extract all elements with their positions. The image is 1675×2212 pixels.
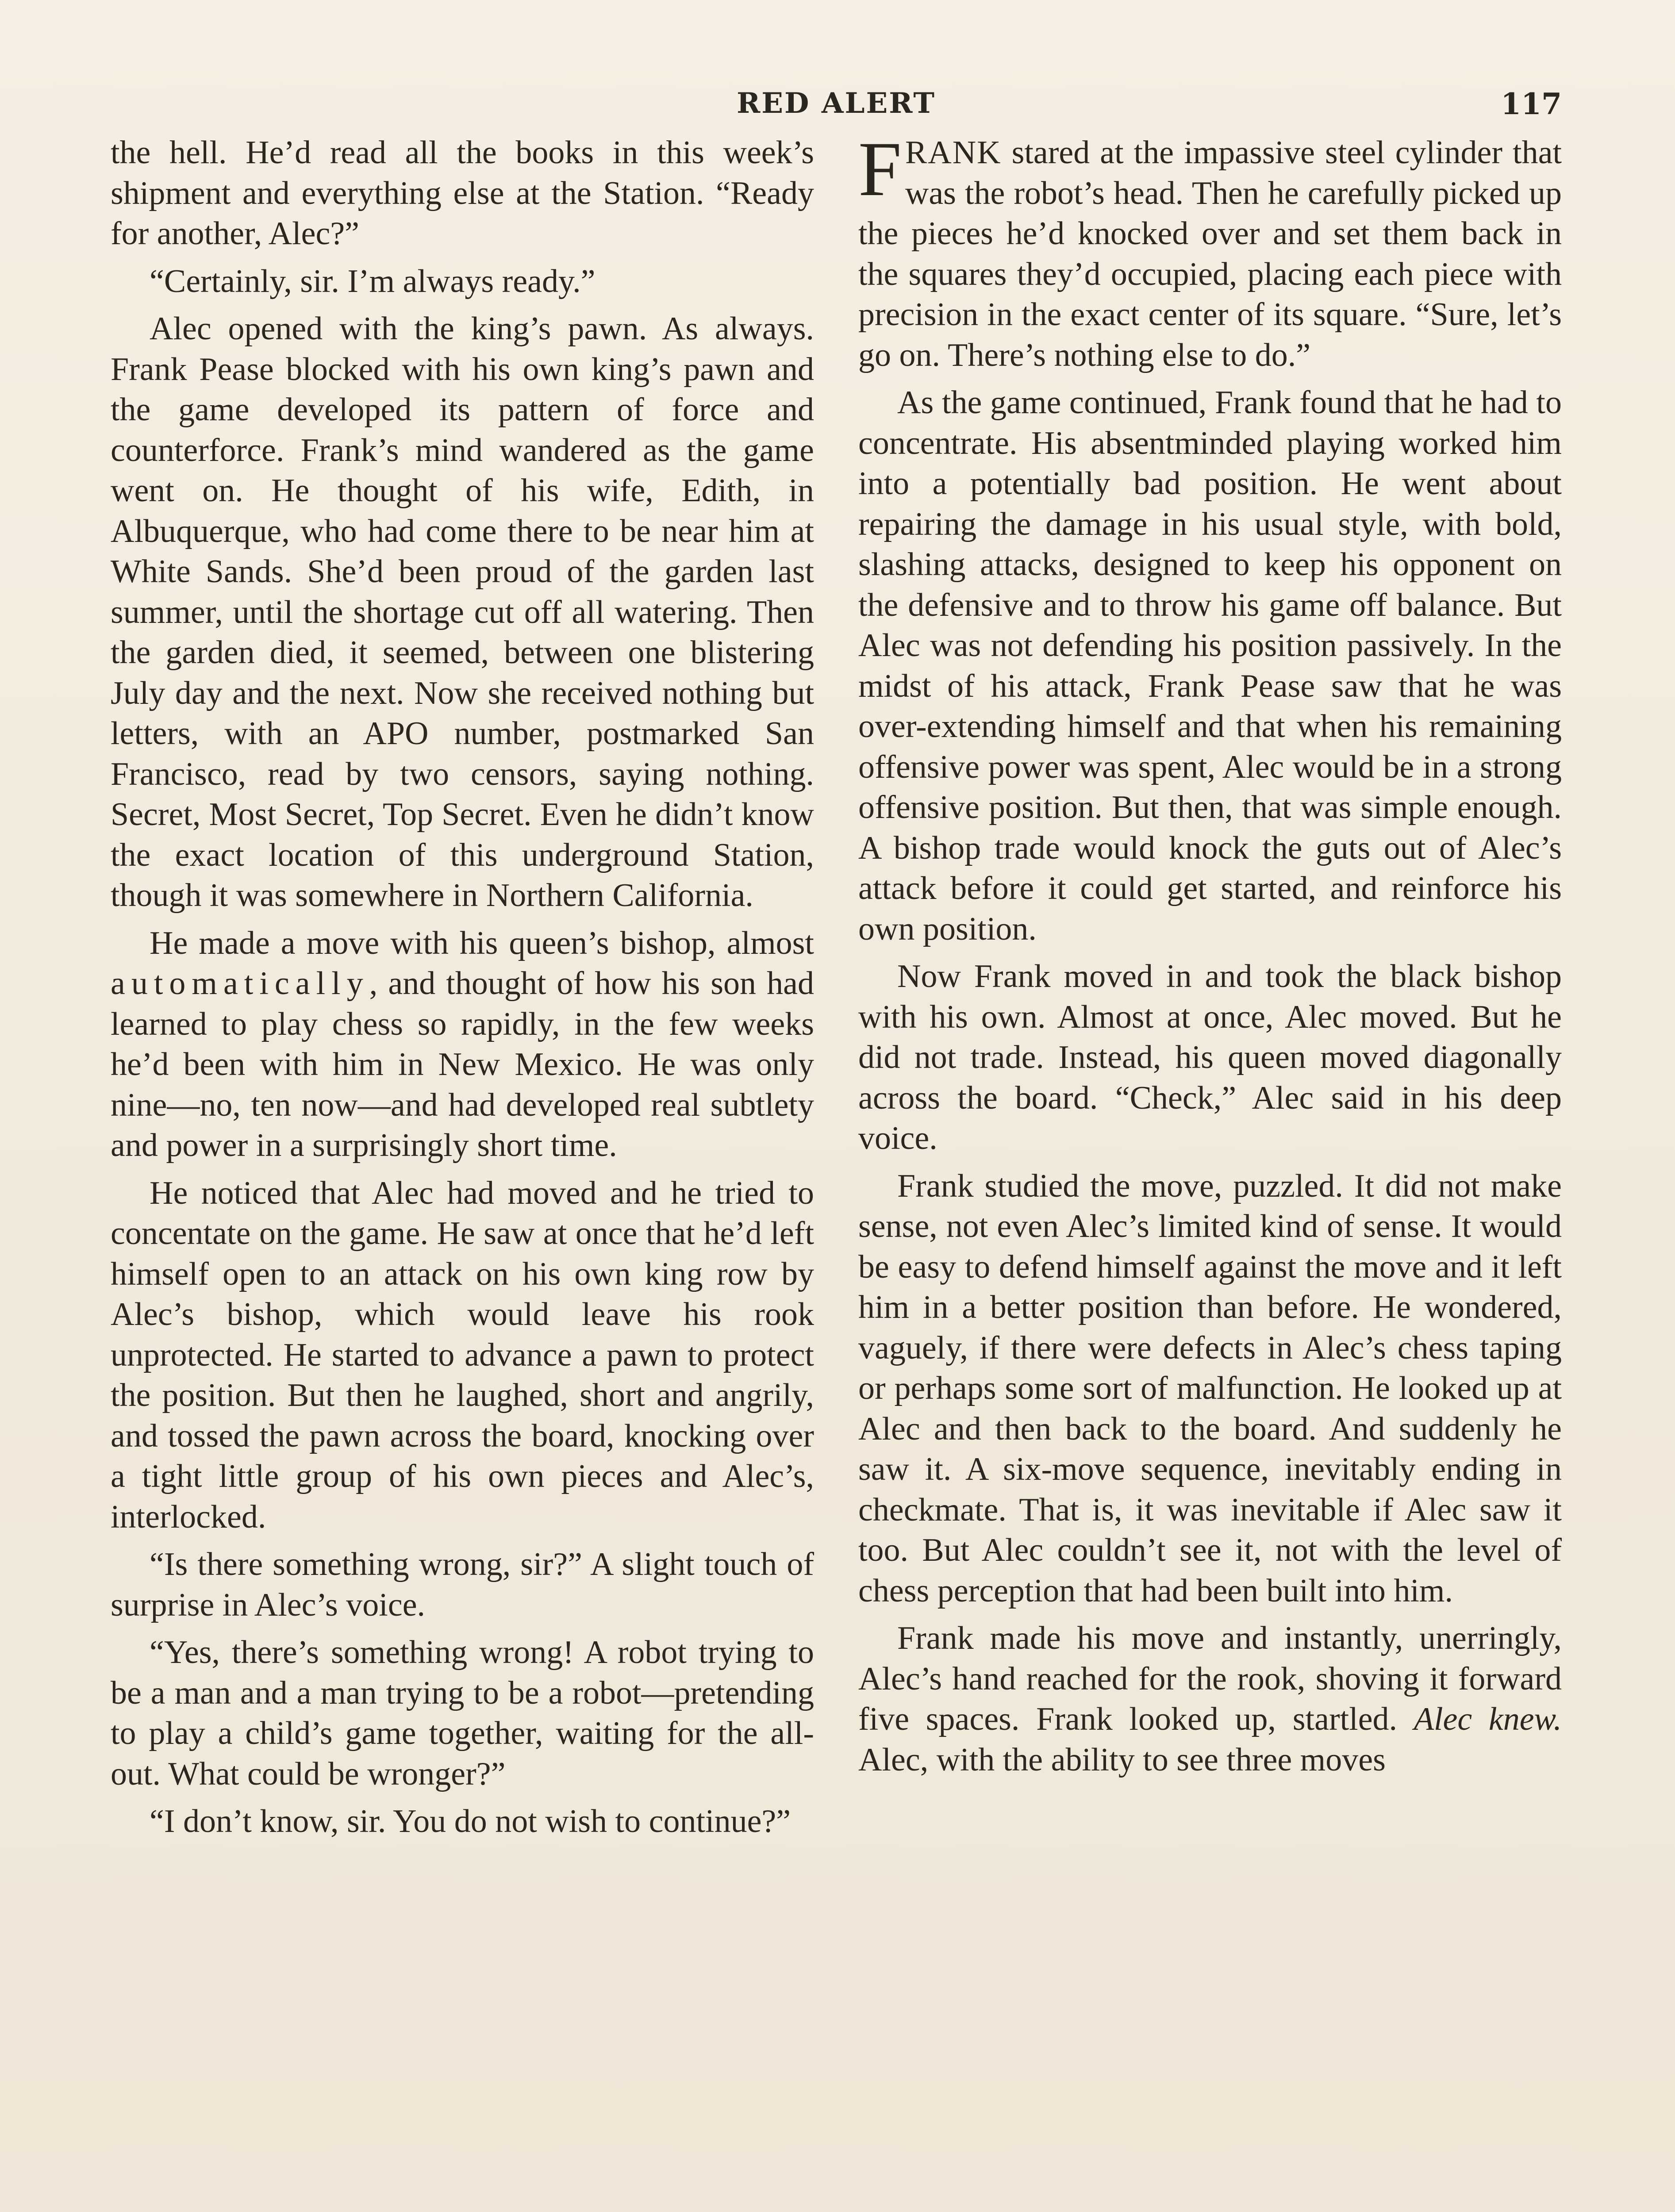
paragraph: “Certainly, sir. I’m always ready.”: [150, 263, 595, 300]
paragraph: [111, 923, 814, 1166]
paragraph: He noticed that Alec had moved and he tried to concentate on the game. He saw at once that he’d left himself open to an attack on his own king row by Alec’s bishop, which would leave his rook unprotected. He started to advance a pawn to protect the position. But then he laughed, short and angrily, and tossed the pawn across the board, knocking over a tight little group of his own pieces and Alec’s, interlocked.: [111, 1175, 814, 1535]
paragraph-text: Alec, with the ability to see three moves: [858, 1741, 1386, 1778]
running-title: RED ALERT: [737, 87, 936, 120]
paragraph-text: stared at the impassive steel cylinder that was the robot’s head. Then he carefully picked up the pieces he’d knocked over and set them back in the squares they’d occupied, placing each piece with precision in the exact center of its square. “Sure, let’s go on. There’s nothing else to do.”: [858, 134, 1562, 373]
spaced-word: automatically: [111, 965, 369, 1002]
paragraph: Frank studied the move, puzzled. It did not make sense, not even Alec’s limited kind of sense. It would be easy to defend himself against the move and it left him in a better position than before. He wondered, vaguely, if there were defects in Alec’s chess taping or perhaps some sort of malfunction. He looked up at Alec and then back to the board. And suddenly he saw it. A six-move sequence, inevitably ending in checkmate. That is, it was inevitable if Alec saw it too. But Alec couldn’t see it, not with the level of chess perception that had been built into him.: [858, 1167, 1562, 1609]
paragraph-text: Frank made his move and instantly, unerringly, Alec’s hand reached for the rook, shoving it forward five spaces. Frank looked up, startled.: [858, 1620, 1562, 1737]
paragraph: As the game continued, Frank found that he had to concentrate. His absentminded playing worked him into a potentially bad position. He went about repairing the damage in his usual style, with bold, slashing attacks, designed to keep his opponent on the defensive and to throw his game off balance. But Alec was not defending his position passively. In the midst of his attack, Frank Pease saw that he was over-extending himself and that when his remaining offensive power was spent, Alec would be in a strong offensive position. But then, that was simple enough. A bishop trade would knock the guts out of Alec’s attack before it could get started, and reinforce his own position.: [858, 384, 1562, 947]
paragraph: the hell. He’d read all the books in this week’s shipment and everything else at the Station. “Ready for another, Alec?”: [111, 134, 814, 252]
paragraph: Alec opened with the king’s pawn. As always. Frank Pease blocked with his own king’s pawn and the game developed its pattern of force and counterforce. Frank’s mind wandered as the game went on. He thought of his wife, Edith, in Albuquerque, who had come there to be near him at White Sands. She’d been proud of the garden last summer, until the shortage cut off all watering. Then the garden died, it seemed, between one blistering July day and the next. Now she received nothing but letters, with an APO number, postmarked San Francisco, read by two censors, saying nothing. Secret, Most Secret, Top Secret. Even he didn’t know the exact location of this underground Station, though it was somewhere in Northern California.: [111, 311, 814, 914]
right-text-column: [858, 126, 1562, 1787]
left-text-column: [111, 133, 814, 1849]
paragraph: “Yes, there’s something wrong! A robot trying to be a man and a man trying to be a robot—pretending to play a child’s game together, waiting for the all-out. What could be wronger?”: [111, 1634, 814, 1792]
small-caps-word: RANK: [905, 134, 1002, 171]
paragraph: Now Frank moved in and took the black bishop with his own. Almost at once, Alec moved. But he did not trade. Instead, his queen moved diagonally across the board. “Check,” Alec said in his deep voice.: [858, 958, 1562, 1156]
page-number: 117: [1501, 87, 1562, 121]
page-header: [111, 87, 1562, 131]
italic-text: Alec knew.: [1414, 1701, 1562, 1737]
paragraph: “Is there something wrong, sir?” A slight touch of surprise in Alec’s voice.: [111, 1546, 814, 1623]
paragraph-text: , and thought of how his son had learned to play chess so rapidly, in the few weeks he’d been with him in New Mexico. He was only nine—no, ten now—and had developed real subtlety and power in a surprisingly short time.: [111, 965, 814, 1164]
paragraph: [858, 1618, 1562, 1780]
drop-cap: F: [858, 126, 902, 212]
paragraph: “I don’t know, sir. You do not wish to continue?”: [150, 1803, 791, 1839]
paragraph: [858, 126, 1562, 376]
paragraph-text: He made a move with his queen’s bishop, almost: [150, 925, 814, 961]
